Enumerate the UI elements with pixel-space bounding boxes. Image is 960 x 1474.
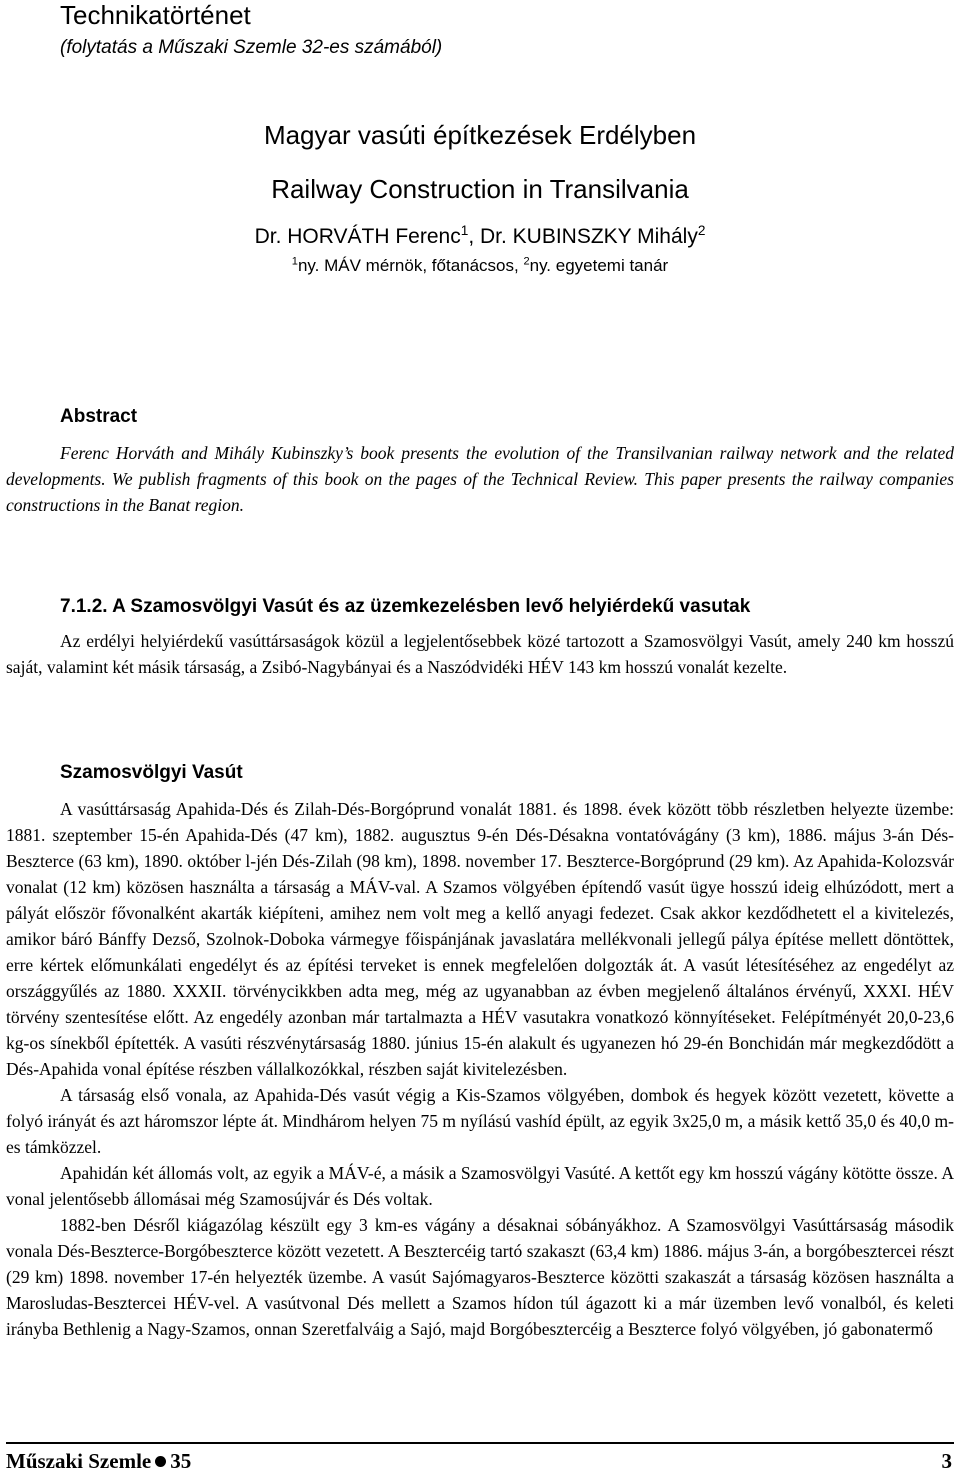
affiliations-line bbox=[0, 254, 960, 278]
journal-name: Műszaki Szemle bbox=[6, 1449, 152, 1473]
section-title: Technikatörténet bbox=[60, 0, 251, 30]
continuation-note: (folytatás a Műszaki Szemle 32-es számából) bbox=[60, 37, 443, 58]
footer-divider bbox=[6, 1442, 954, 1444]
szamosvolgyi-heading: Szamosvölgyi Vasút bbox=[60, 762, 243, 783]
bullet-icon bbox=[155, 1456, 166, 1467]
szamosvolgyi-body bbox=[6, 796, 954, 1342]
body-paragraph: A társaság első vonala, az Apahida-Dés vasút végig a Kis-Szamos völgyében, dombok és hegyek között vezetett, követte a folyó irányát és azt háromszor lépte át. Mindhárom helyen 75 m nyílású vashíd épült, az egyik 3x25,0 m, a másik kettő 35,0 és 40,0 m-es támközzel. bbox=[6, 1085, 954, 1157]
subsection-intro-paragraph: Az erdélyi helyiérdekű vasúttársaságok közül a legjelentősebbek közé tartozott a Szamosvölgyi Vasút, amely 240 km hosszú saját, valamint két másik társaság, a Zsibó-Nagybányai és a Naszódvidéki HÉV 143 km hosszú vonalát kezelte. bbox=[6, 631, 954, 677]
issue-number: 35 bbox=[170, 1449, 192, 1473]
affil-2-mark: 2 bbox=[523, 255, 530, 268]
author-1-affil-mark: 1 bbox=[460, 223, 469, 238]
abstract-heading: Abstract bbox=[60, 406, 138, 427]
body-paragraph: 1882-ben Désről kiágazólag készült egy 3 km-es vágány a désaknai sóbányákhoz. A Szamosvölgyi Vasúttársaság második vonala Dés-Beszterce-Borgóbeszterce között vezetett. A Besztercéig tartó szakaszt (63,4 km) 1886. május 3-án, a borgóbesztercei részt (29 km) 1898. november 17-én helyezték üzembe. A vasút Sajómagyaros-Beszterce közötti szakaszát a társaság közösen használta a Marosludas-Besztercei HÉV-vel. A vasútvonal Dés mellett a Szamos hídon túl ágazott ki a már üzemben levő vonalból, és keleti irányba Bethlenig a Nagy-Szamos, onnan Szeretfalváig a Sajó, majd Borgóbesztercéig a Beszterce folyó völgyében, jó gabonatermő bbox=[6, 1215, 954, 1339]
author-2: , Dr. KUBINSZKY Mihály bbox=[468, 225, 698, 248]
abstract-text: Ferenc Horváth and Mihály Kubinszky’s book presents the evolution of the Transilvanian railway network and the related developments. We publish fragments of this book on the pages of the Technical Review. This paper presents the railway companies constructions in the Banat region. bbox=[6, 443, 954, 515]
article-title-english: Railway Construction in Transilvania bbox=[271, 174, 689, 204]
footer-journal bbox=[6, 1448, 191, 1474]
article-title-hungarian: Magyar vasúti építkezések Erdélyben bbox=[263, 120, 697, 150]
subsection-heading: 7.1.2. A Szamosvölgyi Vasút és az üzemkezelésben levő helyiérdekű vasutak bbox=[60, 596, 751, 617]
author-1: Dr. HORVÁTH Ferenc bbox=[254, 225, 461, 248]
body-paragraph: Apahidán két állomás volt, az egyik a MÁV-é, a másik a Szamosvölgyi Vasúté. A kettőt egy km hosszú vágány kötötte össze. A vonal jelentősebb állomásai még Szamosújvár és Dés voltak. bbox=[6, 1163, 954, 1209]
body-paragraph: A vasúttársaság Apahida-Dés és Zilah-Dés-Borgóprund vonalát 1881. és 1898. évek között több részletben helyezte üzembe: 1881. szeptember 15-én Apahida-Dés (47 km), 1882. augusztus 9-én Dés-Désakna vontatóvágány (3 km), 1886. május 3-án Dés-Beszterce (63 km), 1890. október l-jén Dés-Zilah (98 km), 1898. november 17. Beszterce-Borgóprund (29 km). Az Apahida-Kolozsvár vonalat (12 km) közösen használta a társaság a MÁV-val. A Szamos völgyében építendő vasút ügye hosszú ideig elhúzódott, mert a pályát először fővonalként akarták kiépíteni, amihez nem volt meg a kellő anyagi fedezet. Csak akkor kezdődhetett el a kivitelezés, amikor báró Bánffy Dezső, Szolnok-Doboka vármegye főispánjának javaslatára mellékvonali jellegű pálya építése mellett döntöttek, erre kértek előmunkálati engedélyt és az építési terveket is ennek megfelelően dolgozták át. A vasút létesítéséhez az engedélyt az országgyűlés az 1880. XXXII. törvénycikkben adta meg, még az ugyanabban az évben megjelenő általános érvényű, XXXI. HÉV törvény szentesítése előtt. Az engedély azonban már tartalmazta a HÉV vasutakra vonatkozó könnyítéseket. Felépítményét 20,0-23,6 kg-os sínekből építették. A vasúti részvénytársaság 1880. június 15-én alakult és ugyanezen hó 29-én Bonchidán már megkezdődött a Dés-Apahida vonal építése részben vállalkozókkal, részben saját kivitelezésben. bbox=[6, 799, 954, 1079]
affil-1-mark: 1 bbox=[291, 255, 298, 268]
affil-2-text: ny. egyetemi tanár bbox=[529, 256, 669, 275]
authors-line bbox=[0, 222, 960, 252]
page-number: 3 bbox=[941, 1449, 952, 1473]
affil-1-text: ny. MÁV mérnök, főtanácsos, bbox=[297, 256, 524, 275]
author-2-affil-mark: 2 bbox=[697, 223, 706, 238]
